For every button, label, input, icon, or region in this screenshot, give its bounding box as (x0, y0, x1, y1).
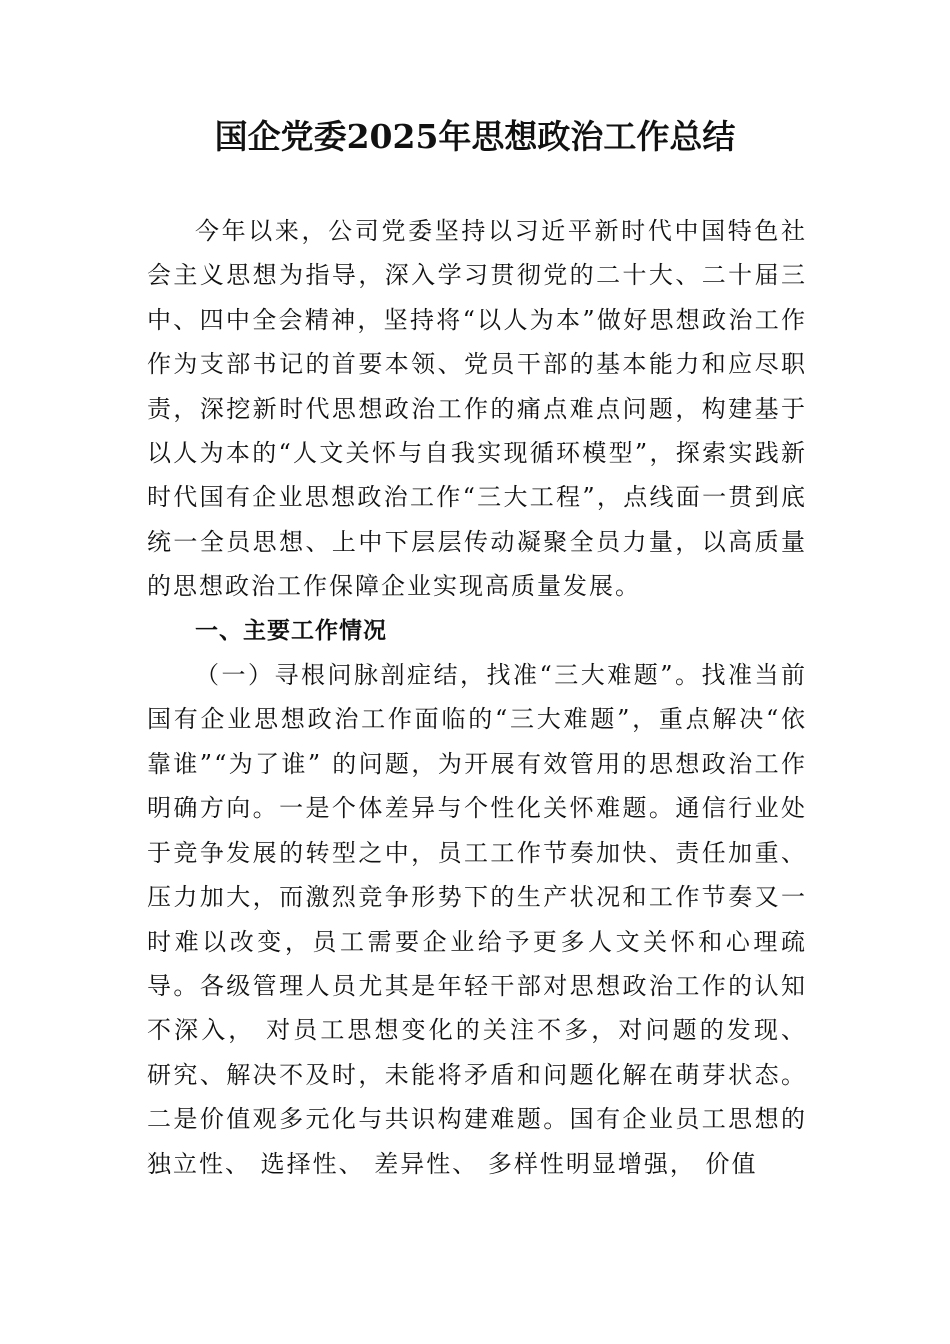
document-body (147, 209, 807, 1186)
section-heading-main-work: 一、主要工作情况 (195, 617, 387, 644)
intro-paragraph: 今年以来，公司党委坚持以习近平新时代中国特色社会主义思想为指导，深入学习贯彻党的二十大、二十届三中、四中全会精神，坚持将“以人为本”做好思想政治工作作为支部书记的首要本领、党员干部的基本能力和应尽职责，深挖新时代思想政治工作的痛点难点问题，构建基于以人为本的“人文关怀与自我实现循环模型”，探索实践新时代国有企业思想政治工作“三大工程”，点线面一贯到底统一全员思想、上中下层层传动凝聚全员力量，以高质量的思想政治工作保障企业实现高质量发展。 (147, 217, 807, 601)
document-title: 国企党委2025年思想政治工作总结 (214, 117, 736, 156)
subsection-paragraph-three-problems: （一）寻根问脉剖症结，找准“三大难题”。找准当前国有企业思想政治工作面临的“三大难题”，重点解决“依靠谁”“为了谁” 的问题，为开展有效管用的思想政治工作明确方向。一是个体差异与个性化关怀难题。通信行业处于竞争发展的转型之中，员工工作节奏加快、责任加重、压力加大，而激烈竞争形势下的生产状况和工作节奏又一时难以改变，员工需要企业给予更多人文关怀和心理疏导。各级管理人员尤其是年轻干部对思想政治工作的认知不深入， 对员工思想变化的关注不多，对问题的发现、 研究、解决不及时，未能将矛盾和问题化解在萌芽状态。二是价值观多元化与共识构建难题。国有企业员工思想的独立性、 选择性、 差异性、 多样性明显增强， 价值 (147, 661, 807, 1178)
